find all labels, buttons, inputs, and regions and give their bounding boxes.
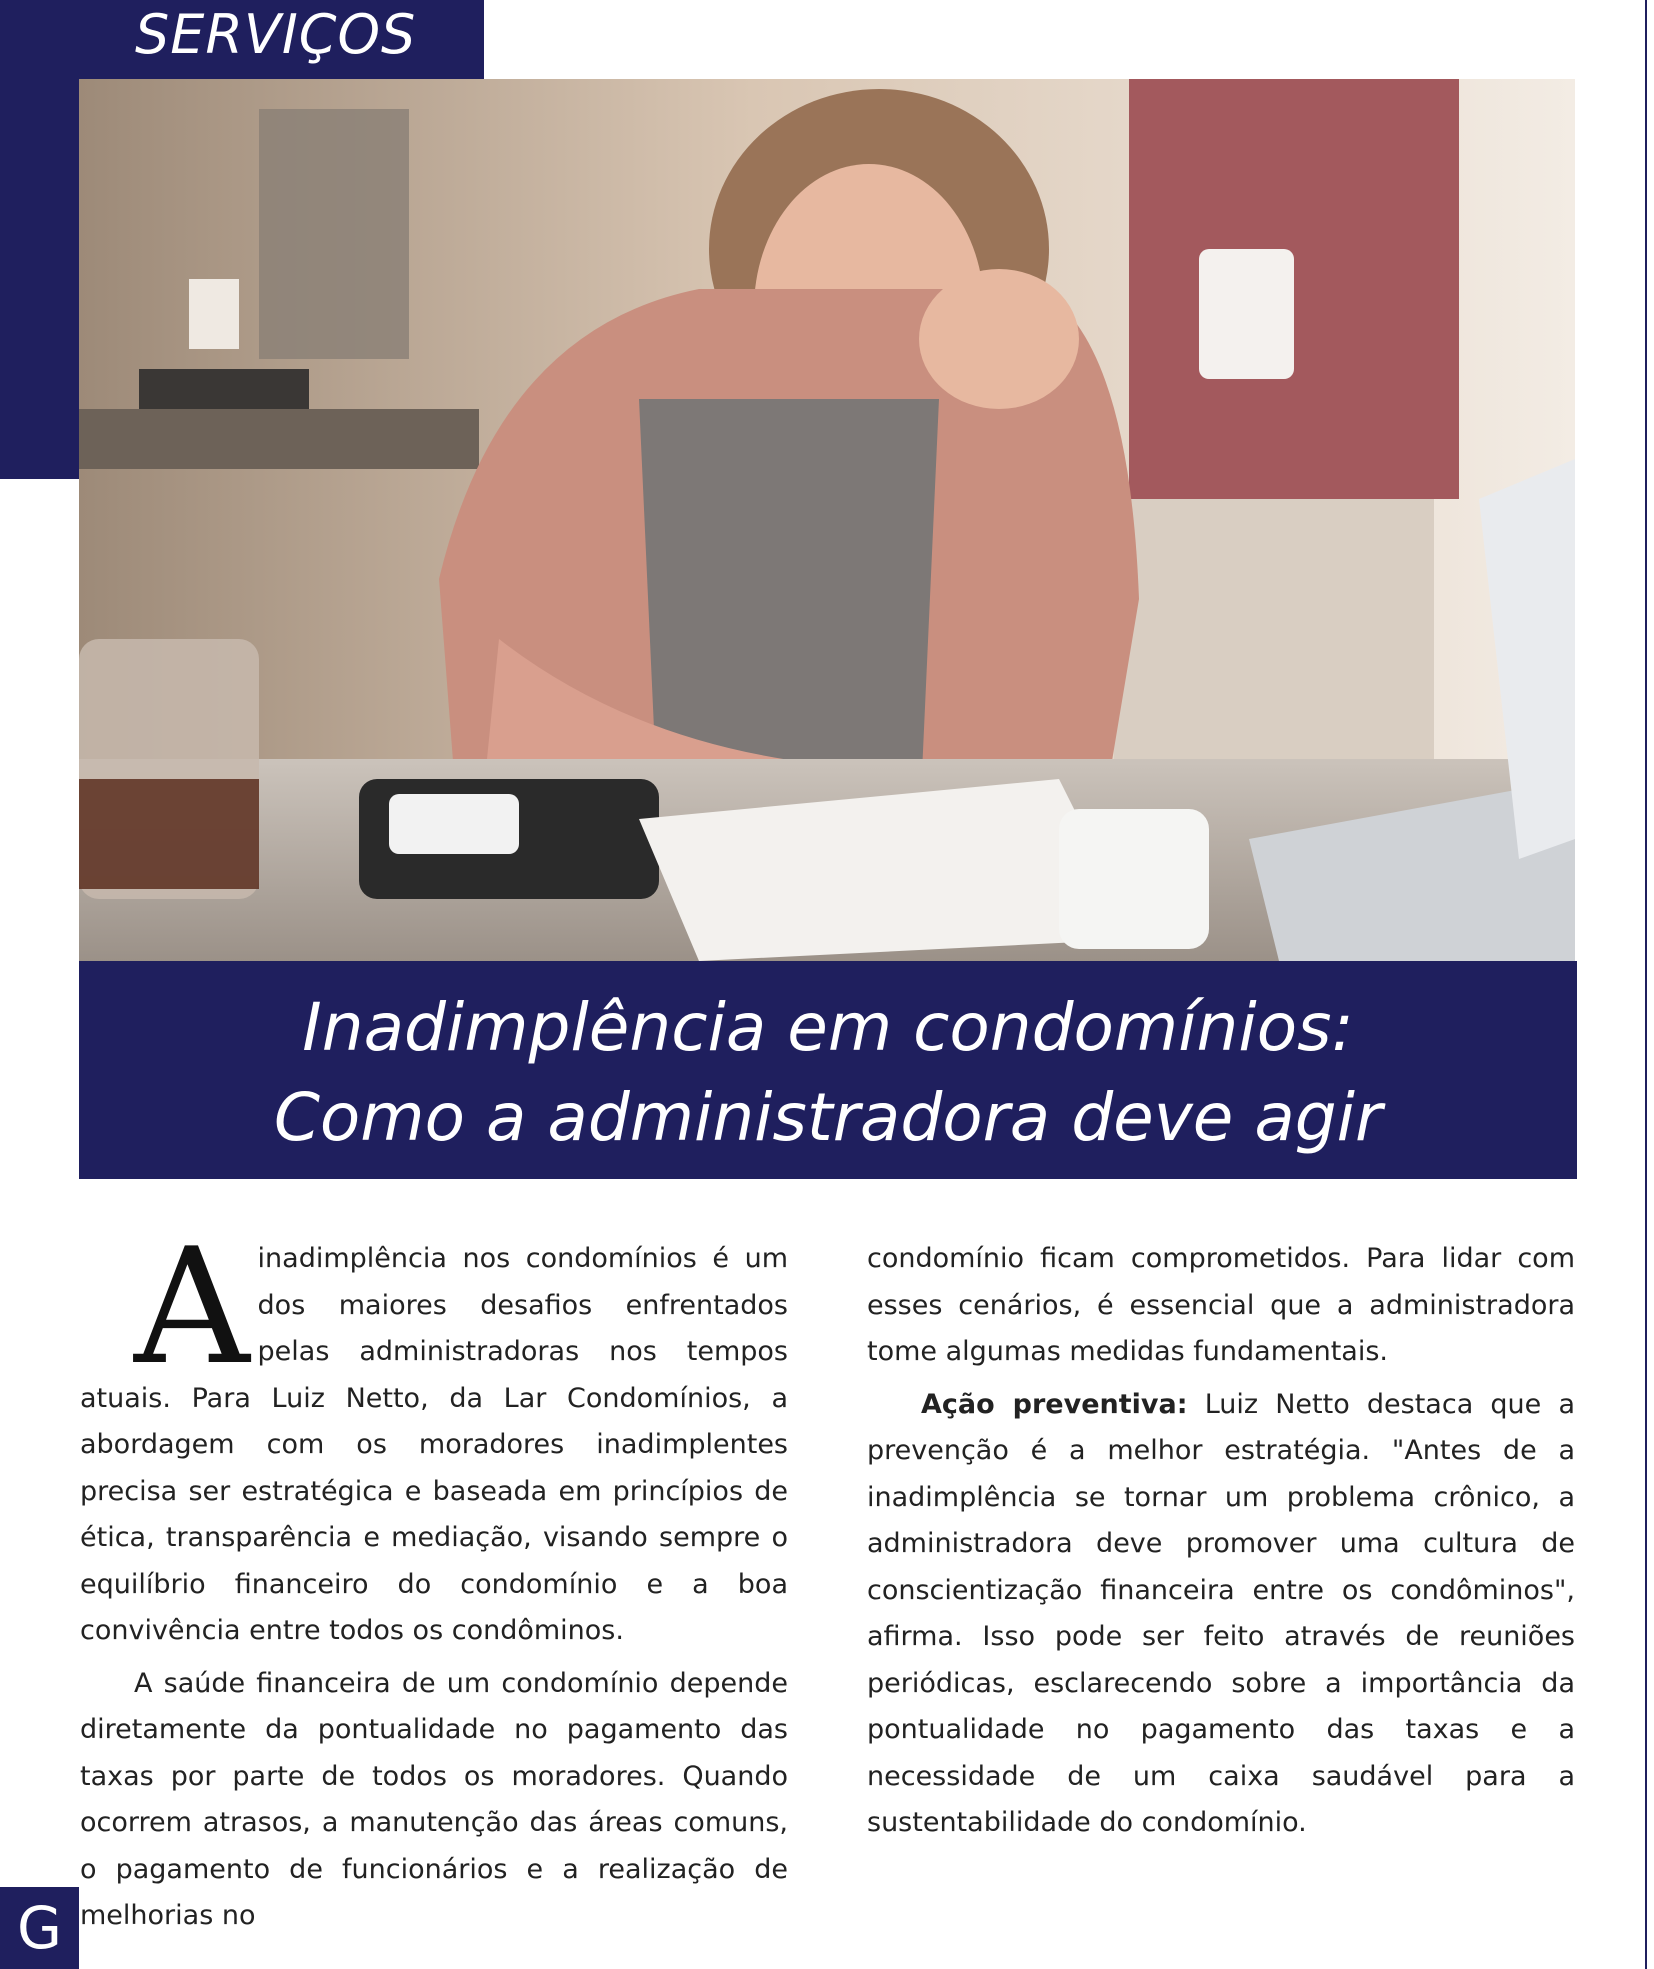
hero-photo <box>79 79 1575 961</box>
article-paragraph-2: A saúde financeira de um condomínio depende diretamente da pontualidade no pagamento das taxas por parte de todos os moradores. Quando ocorrem atrasos, a manutenção das áreas comuns, o pagamento de funcionários e a realização de melhorias no <box>80 1667 788 1931</box>
section-label: SERVIÇOS <box>135 3 417 66</box>
article-column-left <box>80 1213 788 1940</box>
article-title-line-2: Como a administradora deve agir <box>273 1079 1383 1156</box>
magazine-logo-mark: G <box>0 1887 79 1969</box>
article-column-right <box>867 1236 1575 1847</box>
article-paragraph-4 <box>867 1382 1575 1847</box>
hero-illustration <box>79 79 1575 961</box>
right-edge-rule <box>1645 0 1647 1969</box>
article-paragraph-3: condomínio ficam comprometidos. Para lidar com esses cenários, é essencial que a administradora tome algumas medidas fundamentais. <box>867 1243 1575 1367</box>
paragraph-4-text: Luiz Netto destaca que a prevenção é a melhor estratégia. "Antes de a inadimplência se tornar um problema crônico, a administradora deve promover uma cultura de conscientização financeira entre os condôminos", afirma. Isso pode ser feito através de reuniões periódicas, esclarecendo sobre a importância da pontualidade no pagamento das taxas e a necessidade de um caixa saudável para a sustentabilidade do condomínio. <box>867 1388 1576 1838</box>
section-tab <box>0 0 484 79</box>
article-paragraph-1 <box>80 1213 788 1655</box>
drop-cap: A <box>134 1213 250 1400</box>
side-accent-bar <box>0 79 79 479</box>
paragraph-lead-in: Ação preventiva: <box>921 1388 1188 1420</box>
paragraph-1-text: inadimplência nos condomínios é um dos maiores desafios enfrentados pelas administradoras nos tempos atuais. Para Luiz Netto, da Lar Condomínios, a abordagem com os moradores inadimplentes precisa ser estratégica e baseada em princípios de ética, transparência e mediação, visando sempre o equilíbrio financeiro do condomínio e a boa convivência entre todos os condôminos. <box>80 1243 788 1646</box>
article-title-band <box>79 961 1577 1179</box>
article-title-line-1: Inadimplência em condomínios: <box>302 989 1354 1066</box>
